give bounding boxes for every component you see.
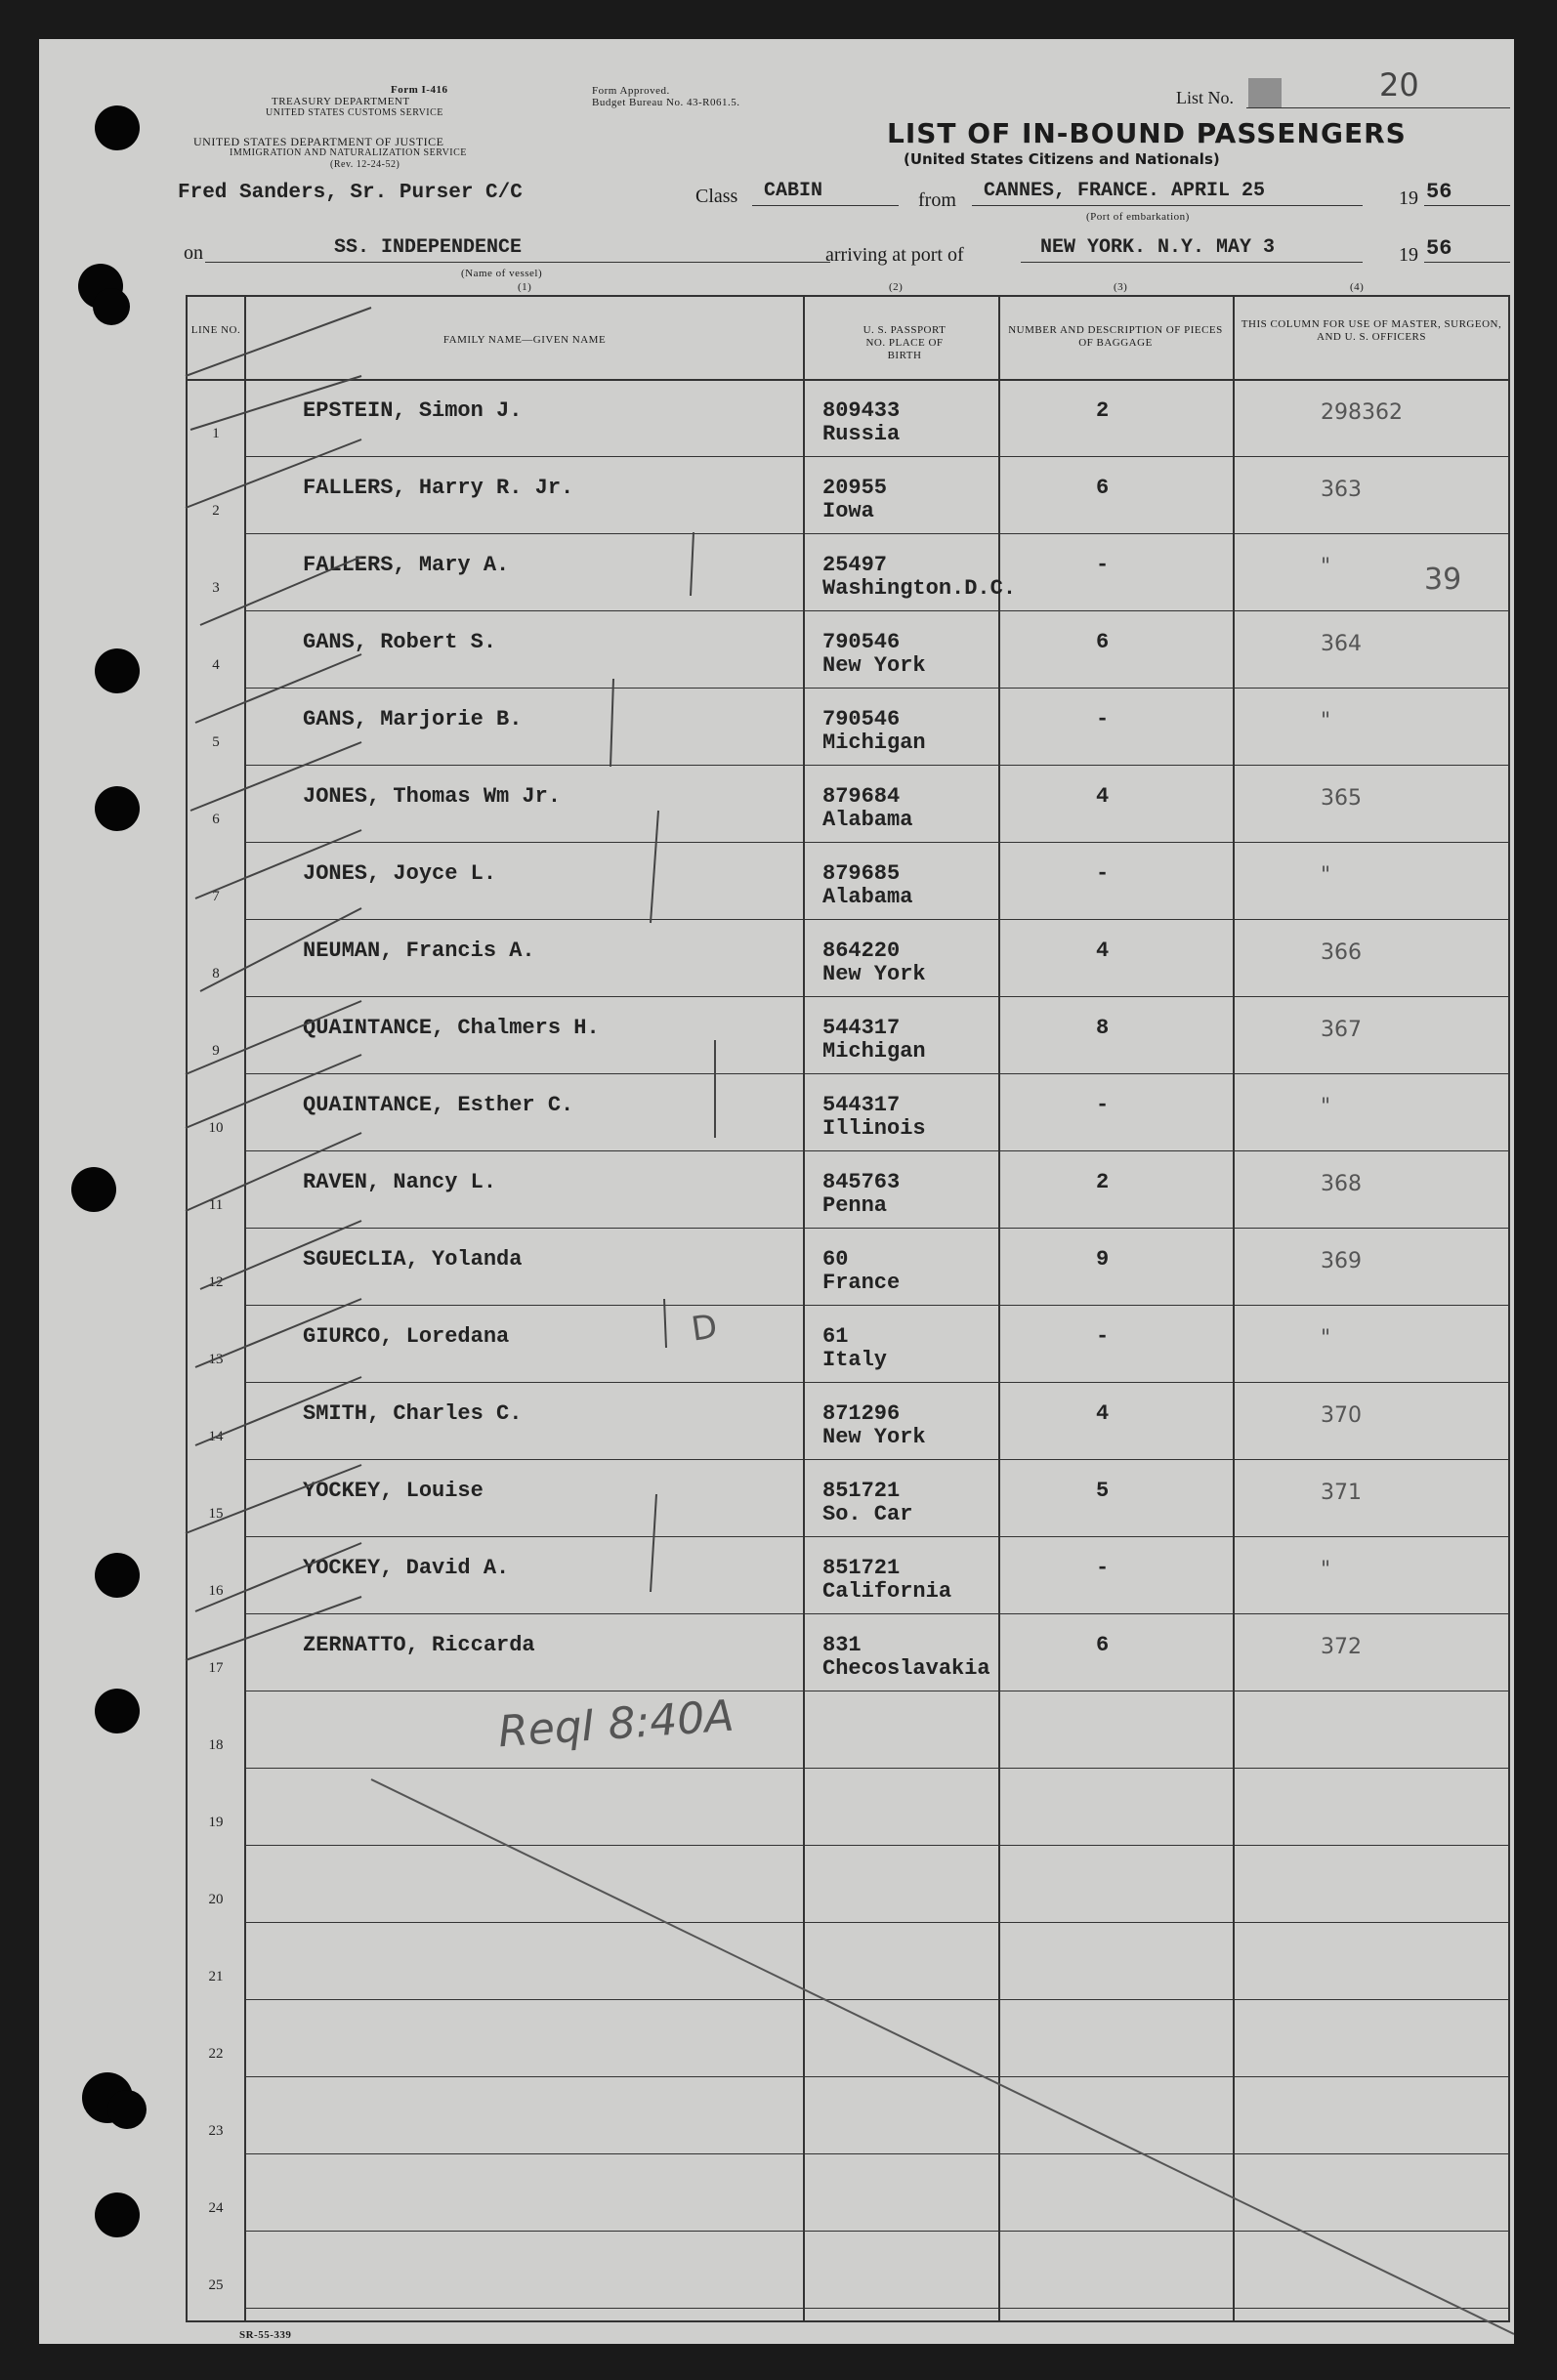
year-prefix-2: 19 (1399, 244, 1418, 266)
col-officers: THIS COLUMN FOR USE OF MASTER, SURGEON, AND U. S. OFFICERS (1241, 318, 1502, 343)
passport-number: 879685 (822, 861, 901, 886)
passenger-name: SMITH, Charles C. (303, 1401, 523, 1426)
handwritten-note: ReqI 8:40A (496, 1691, 736, 1758)
row-line-number: 17 (208, 1660, 224, 1676)
passport-number: 864220 (822, 939, 901, 963)
officer-mark: 369 (1321, 1249, 1362, 1274)
baggage-count: 8 (1096, 1016, 1110, 1040)
place-of-birth: France (822, 1271, 901, 1295)
passenger-name: JONES, Joyce L. (303, 861, 497, 886)
row-line-number: 15 (208, 1506, 224, 1522)
officer-mark: 372 (1321, 1635, 1362, 1659)
baggage-count: 5 (1096, 1479, 1110, 1503)
officer-mark: 365 (1321, 786, 1362, 811)
officer-mark: 364 (1321, 632, 1362, 656)
arriving-label: arriving at port of (825, 244, 964, 266)
row-line-number: 11 (208, 1197, 224, 1213)
baggage-count: - (1096, 861, 1110, 886)
passport-number: 809433 (822, 398, 901, 423)
row-line-number: 13 (208, 1352, 224, 1367)
list-no-label: List No. (1176, 88, 1235, 107)
row-line-number: 25 (208, 2277, 224, 2293)
place-of-birth: Michigan (822, 1039, 926, 1064)
officer-mark: 368 (1321, 1172, 1362, 1196)
passport-number: 790546 (822, 630, 901, 654)
row-line-number: 24 (208, 2200, 224, 2216)
row-line-number: 1 (212, 426, 220, 441)
baggage-count: 6 (1096, 1633, 1110, 1657)
form-number: Form I-416 (391, 84, 448, 96)
row-line-number: 6 (212, 812, 220, 827)
row-line-number: 18 (208, 1737, 224, 1753)
passport-number: 544317 (822, 1016, 901, 1040)
col-passport: U. S. PASSPORT NO. PLACE OF BIRTH (863, 324, 947, 361)
officer-mark: " (1321, 863, 1331, 888)
row-line-number: 23 (208, 2123, 224, 2139)
col1-number: (1) (518, 281, 532, 293)
officer-mark: 366 (1321, 940, 1362, 965)
arrival-port: NEW YORK. N.Y. MAY 3 (1040, 236, 1276, 259)
passenger-name: YOCKEY, Louise (303, 1479, 484, 1503)
binder-hole (95, 786, 140, 831)
place-of-birth: Alabama (822, 885, 913, 909)
baggage-count: 4 (1096, 784, 1110, 809)
row-line-number: 21 (208, 1969, 224, 1984)
passenger-name: GIURCO, Loredana (303, 1324, 510, 1349)
passenger-name: ZERNATTO, Riccarda (303, 1633, 535, 1657)
officer-mark: 363 (1321, 478, 1362, 502)
officer-mark: 370 (1321, 1403, 1362, 1428)
row-line-number: 3 (212, 580, 220, 596)
passenger-name: RAVEN, Nancy L. (303, 1170, 497, 1194)
place-of-birth: Checoslavakia (822, 1656, 990, 1681)
passport-number: 871296 (822, 1401, 901, 1426)
class-label: Class (695, 186, 738, 207)
row-line-number: 12 (208, 1274, 224, 1290)
passenger-name: SGUECLIA, Yolanda (303, 1247, 523, 1272)
vessel-name: SS. INDEPENDENCE (334, 236, 523, 259)
col-line-no: LINE NO. (190, 324, 241, 336)
binder-hole (95, 2192, 140, 2237)
passport-number: 845763 (822, 1170, 901, 1194)
passport-number: 851721 (822, 1556, 901, 1580)
passport-number: 851721 (822, 1479, 901, 1503)
baggage-count: - (1096, 553, 1110, 577)
passenger-name: NEUMAN, Francis A. (303, 939, 535, 963)
passenger-name: JONES, Thomas Wm Jr. (303, 784, 562, 809)
passport-number: 544317 (822, 1093, 901, 1117)
passport-number: 879684 (822, 784, 901, 809)
row-line-number: 9 (212, 1043, 220, 1059)
place-of-birth: Penna (822, 1193, 888, 1218)
place-of-birth: California (822, 1579, 952, 1604)
passenger-name: QUAINTANCE, Esther C. (303, 1093, 574, 1117)
baggage-count: 2 (1096, 1170, 1110, 1194)
binder-hole (95, 648, 140, 693)
officer-mark: " (1321, 555, 1331, 579)
passenger-name: QUAINTANCE, Chalmers H. (303, 1016, 600, 1040)
officer-mark: " (1321, 1095, 1331, 1119)
row-line-number: 14 (208, 1429, 224, 1444)
passenger-name: FALLERS, Harry R. Jr. (303, 476, 574, 500)
revision: (Rev. 12-24-52) (330, 159, 400, 170)
passenger-name: FALLERS, Mary A. (303, 553, 510, 577)
passenger-name: GANS, Marjorie B. (303, 707, 523, 731)
place-of-birth: Russia (822, 422, 901, 446)
row-line-number: 16 (208, 1583, 224, 1599)
passport-number: 60 (822, 1247, 849, 1272)
passport-number: 25497 (822, 553, 888, 577)
row-line-number: 10 (208, 1120, 224, 1136)
passport-number: 831 (822, 1633, 862, 1657)
binder-hole (95, 1689, 140, 1733)
passport-number: 20955 (822, 476, 888, 500)
passport-number: 790546 (822, 707, 901, 731)
customs-service: UNITED STATES CUSTOMS SERVICE (266, 107, 443, 118)
row-line-number: 8 (212, 966, 220, 981)
col-baggage: NUMBER AND DESCRIPTION OF PIECES OF BAGGAGE (1008, 324, 1223, 349)
year-2: 56 (1426, 236, 1452, 261)
baggage-count: 4 (1096, 1401, 1110, 1426)
margin-note: 39 (1424, 563, 1462, 597)
place-of-birth: Alabama (822, 808, 913, 832)
baggage-count: - (1096, 1093, 1110, 1117)
col-name: FAMILY NAME—GIVEN NAME (442, 334, 607, 346)
binder-hole (93, 288, 130, 325)
officer-mark: " (1321, 1558, 1331, 1582)
form-approved: Form Approved. (592, 85, 670, 97)
class-value: CABIN (764, 180, 823, 202)
row-line-number: 19 (208, 1815, 224, 1830)
from-label: from (918, 189, 956, 211)
baggage-count: 2 (1096, 398, 1110, 423)
row-line-number: 2 (212, 503, 220, 519)
place-of-birth: New York (822, 653, 926, 678)
vessel-caption: (Name of vessel) (461, 268, 543, 279)
place-of-birth: Washington.D.C. (822, 576, 1017, 601)
budget-bureau: Budget Bureau No. 43-R061.5. (592, 97, 740, 108)
page-title: LIST OF IN-BOUND PASSENGERS (887, 117, 1407, 149)
place-of-birth: Iowa (822, 499, 874, 523)
embarkation-port: CANNES, FRANCE. APRIL 25 (984, 180, 1266, 202)
place-of-birth: Illinois (822, 1116, 926, 1141)
row-line-number: 4 (212, 657, 220, 673)
purser-name: Fred Sanders, Sr. Purser C/C (178, 182, 523, 204)
passenger-name: EPSTEIN, Simon J. (303, 398, 523, 423)
place-of-birth: New York (822, 962, 926, 986)
embarkation-caption: (Port of embarkation) (1086, 211, 1190, 223)
officer-mark: 367 (1321, 1018, 1362, 1042)
baggage-count: 6 (1096, 630, 1110, 654)
col2-number: (2) (889, 281, 904, 293)
officer-mark: " (1321, 709, 1331, 733)
baggage-count: 4 (1096, 939, 1110, 963)
document-page (39, 39, 1514, 2344)
baggage-count: 6 (1096, 476, 1110, 500)
col4-number: (4) (1350, 281, 1365, 293)
place-of-birth: Michigan (822, 731, 926, 755)
place-of-birth: So. Car (822, 1502, 913, 1526)
binder-hole (95, 105, 140, 150)
footer-code: SR-55-339 (239, 2329, 292, 2341)
year-1: 56 (1426, 180, 1452, 204)
row-line-number: 22 (208, 2046, 224, 2062)
row-line-number: 7 (212, 889, 220, 904)
binder-hole (107, 2090, 147, 2129)
baggage-count: - (1096, 1324, 1110, 1349)
passenger-name: GANS, Robert S. (303, 630, 497, 654)
binder-hole (95, 1553, 140, 1598)
passport-number: 61 (822, 1324, 849, 1349)
place-of-birth: Italy (822, 1348, 888, 1372)
page-subtitle: (United States Citizens and Nationals) (904, 150, 1220, 168)
baggage-count: 9 (1096, 1247, 1110, 1272)
col3-number: (3) (1114, 281, 1128, 293)
officer-mark: 371 (1321, 1481, 1362, 1505)
list-number: 20 (1379, 66, 1419, 104)
baggage-count: - (1096, 1556, 1110, 1580)
passenger-name: YOCKEY, David A. (303, 1556, 510, 1580)
row-line-number: 5 (212, 734, 220, 750)
pen-marks (39, 39, 1514, 2344)
binder-hole (71, 1167, 116, 1212)
on-label: on (184, 242, 203, 264)
d-mark: D (689, 1307, 720, 1350)
year-prefix-1: 19 (1399, 188, 1418, 209)
justice-dept: UNITED STATES DEPARTMENT OF JUSTICE (193, 135, 444, 148)
row-line-number: 20 (208, 1892, 224, 1907)
treasury-dept: TREASURY DEPARTMENT (272, 96, 410, 107)
place-of-birth: New York (822, 1425, 926, 1449)
officer-mark: 298362 (1321, 400, 1403, 425)
officer-mark: " (1321, 1326, 1331, 1351)
baggage-count: - (1096, 707, 1110, 731)
ins-service: IMMIGRATION AND NATURALIZATION SERVICE (230, 147, 467, 158)
